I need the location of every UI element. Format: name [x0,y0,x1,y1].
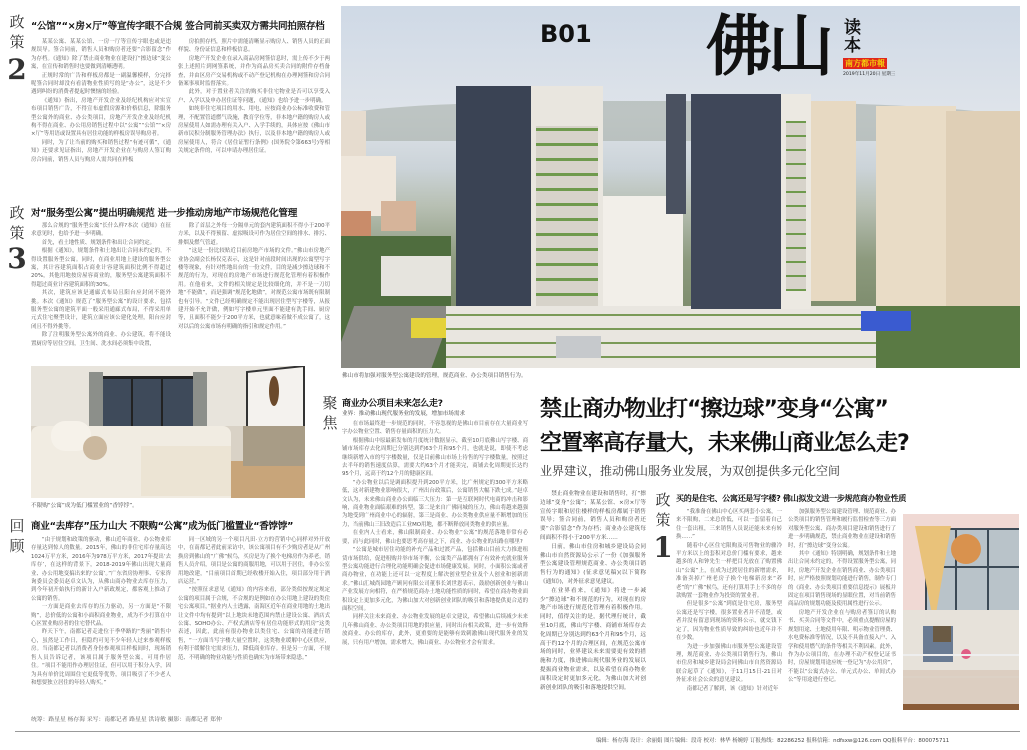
review-col2 [178,536,330,704]
paragraph: “由于规划和政策的驱动，佛山近年商业、办公物业库存量达到惊人的数量。2015年，佛山的非住宅库存量高达1024万平方米，2016年为978万平方米，2017年提出‘去库存’，在这样的背景下，2018-2019年佛山出现大量商业、办公用地变搞出来的‘公寓’。”广东省房协理事、专家咨询委员会委员赵卓文认为，从佛山商办物业去库存压力，到今年初开始执行的新计入户新政规定，都客观上推动了公寓的销售。 [31,537,171,602]
paragraph: 此外，对于置业者关注的购买非住宅物业是否可以享受入户、入学以及申办居住证等问题，《通知》也给予进一步明确。 [178,89,330,104]
loft-photo [903,514,1019,710]
paragraph: 除了注明服务型公寓外的商业、办公建筑，将不能设置厨房等居住空间，卫生间、洗水间必须集中设置， [31,332,171,347]
paragraph: 根据佛山中原最新发布的月度统计数据显示，截至10月底佛山写字楼、商铺市场库存去化周期已分别达到约63个月和95个月，也就是说，即使不考虑继续新增入市的写字楼数量，仅是目前佛山市场上待售的写字楼数量，按照过去半年的销售速度估算，需要大约63个月才能卖完，商铺去化周期更长达约95个月，远高于约12个月的健康区间。 [342,437,528,478]
footer-credits: 编辑：杨存海 设计：余丽娟 图片编辑：段奇 校对：林华 杨婉婷 订报热线：82286252 报料信箱：ndfsxw@126.com QQ报料平台：800075711 [596,738,950,744]
review-col1 [31,536,171,704]
review-headline: 商业“去库存”压力山大 不限购“公寓”成为低门槛置业“香饽饽” [31,521,294,532]
focus-label-top: 聚 [322,394,338,412]
review-label-top: 回 [9,517,25,535]
masthead-subtitle-2: 本 [844,36,861,56]
issue-date: 2019年11月20日 星期三 [843,72,896,77]
section3-label-top: 政 [9,204,25,222]
section3-headline: 对“服务型公寓”提出明确规范 进一步推动房地产市场规范化管理 [31,208,297,219]
section1-number: 1 [653,531,673,564]
paragraph: 一方面是商业去库存的压力驱动，另一方面是“不限购”，总价低的公寓和小面积商业物业，成为不少打算在中心区置业购房者的住宅替代品。 [31,604,171,628]
paragraph: 为进一步加强佛山市服务型公寓建设管理，规范商业、办公类项目销售行为，佛山市住房和城乡建设局会同佛山市自然资源局联合起草了《通知》，于11月15日-21日对外征求社会公众的意见建议。 [676,643,782,684]
paragraph: 房拍照存档，照片中需能清晰显示购房人、销售人员的正面样貌、身份证信息和样板信息。 [178,39,330,54]
paragraph: 在业内人士看来，佛山限制商业、办公物业“公寓”的规范落地非常有必要，而与此同时，佛山也要思考高存量之下，商业、办公物业的出路在哪里? [342,530,528,545]
paragraph: “这是一份比较贴近目前房地产市场的文件。”佛山市房地产业协会副会长杨仅克表示，这是针对前段时间出现的公寓型写字楼等现象，有针对性地出台的一份文件，目的是减少擦边球和不规范的行为，对现在的房地产市场进行规范化管理有着积极作用。在他看来，文件的相关规定是比较细化的，并不是一刀切地“不能做”，而是强调“规范化地做”，对规范公寓市场既有限制也有引导。“文件已经明确规定不能出现居住型写字楼等，从报建开始不允许做，例如写字楼单元里面不能建有洗手间、厨房等，且面积不能少于200平方米，也就意味着做不成公寓了，这对以后的公寓市场有明确的指引和规定作用。” [178,248,330,330]
section2-col2 [178,38,330,198]
paragraph: 那么合规的“服务型公寓”长什么样?本次《通知》在征求意见时，也给予进一步明确。 [31,223,171,238]
main-lead [540,490,646,720]
section2-label-top: 政 [9,13,25,31]
section1-label-bottom: 策 [655,511,671,529]
paragraph: 随着中心区住宅限购及可售物业的骤冷平方米以上的套积对总价门槛有要求，越来越多的人和钟先生一样把目光放在了购置佛山“公寓”上，在成为过渡居住的新增需求，准备卖掉广州老房子换个电梯新房来“养老”的“广佛”候鸟，还有打算用手上不多的存款购置一套物业作为投资的置业者。 [676,542,782,600]
section2-label-bottom: 策 [9,33,25,51]
review-credits: 统筹：路星星 杨存海 采写：南都记者 路星星 洪诗敏 摄影：南都记者 郑仲 [31,717,222,723]
paragraph: 在市场最终进一步规范的同时，不容忽视的是佛山市目前存在大量商业写字办公物业空置、销售存量面积的压力大。 [342,421,528,436]
paragraph: 但是很多“公寓”到底是住宅房，服务型公寓还是写字楼，很多置业者并不清楚，或者并没有留意到现场的资料公示，就交钱下定了，因为物业性质导致的纠纷也近年并不在少数。 [676,601,782,642]
main-subtitle: 业界建议，推动佛山服务业发展，为双创提供多元化空间 [540,464,841,478]
newspaper-logo: 南方都市報 [845,59,885,68]
section1-col1 [676,508,782,726]
paragraph: 禁止商业物业在建设和销售时，打“擦边球”变身“公寓”；某某公馆、×房×厅等宣传字眼和居住楼样的样板房都属于销售误导；签合同前，销售人员和购房者还要“合影留念”作为存档；商业办公建筑每间面积不得小于200平方米…… [540,491,646,541]
paragraph: “我准备在佛山中心区买两套小公寓，一来不限购，二来总价低，可以一套留着自己住一套出租，三来销售人员说还能未来有转换……” [676,509,782,541]
paragraph: “办公物业以后是调面积提升到200平方米，比广州规定的300平方米略低，这对新建物业影响很大，广州出台政策后，公寓销售大幅下跌七成。”赵卓文认为，未来佛山商业办公面临三大压力：第一是互联网时代电商的冲击和影响，商业物业面临艰难的转型，第二是来自广佛同城的压力，佛山将越来越强为地受到广州商业中心的辐射，第三是商业、办公类物业供应量不断增加的压力，当前佛山三旧改造后工业MO用地，都不断释放同类物业的供应量。 [342,479,528,528]
main-title-line2: 空置率高存量大，未来佛山商业怎么走? [540,431,909,456]
paragraph: 同样关注未来商业、办公物业发展的赵卓文建议，希望佛山后续减少未来几年佛山商业、办公类项目用地的供应量，同时出台相关政策，进一步有效释放商业、办公的库存，此外，更重要的是能够有效刺激佛山现代服务业的发展，只有用户增加，需求增大，佛山商业、办公物业才会有需求。 [342,614,528,646]
paragraph: 昨天下午，南都记者走进位于季华路的“秀丽”销售中心，虽然是工作日，但隐约可见不少年轻人过来参观样板房。当南都记者以消费者身份参观项目样板间时，现场销售人员告诉记者，该项目属于服务型公寓，可用作居住。“项目不能用作办理居住证，但可以用于积分入学，因为具有单价比周围住宅更低等优势，项目吸引了不少老人和想要独立居住的年轻人购买。” [31,629,171,686]
main-title-line1: 禁止商办物业打“擦边球”变身“公寓” [540,397,888,422]
paragraph: 在业界看来，《通知》将进一步减少“擦边球”和不规范的行为，对现在的房地产市场进行规范化管理有着积极作用。同时，值得关注的是，据代理行统计，截至10月底，佛山写字楼、商铺市场库存去化周期已分别达到约63个月和95个月，远高于约12个月的合理区间，在规范公寓市场的同时，业界建议未来需要更有效的措施和力度，推进佛山现代服务业的发展以提振商业物业需求，以及希望在商办物业面积设定时更加多元化，为佛山加大对创新创业团队的吸引和落地提供空间。 [540,587,646,691]
hero-photo-caption: 佛山市将加强对服务型公寓建设的管理，规范商业、办公类项目销售行为。 [342,373,527,379]
section2-col1 [31,38,171,198]
paragraph: 房地产开发企业在与购房者签订的认购书、买卖合同等文件中，必须重点提醒房屋的规划用途、土地使用年限、明示物业管理费、水电费标准等情况，以及不具备直接入户、入学和使用燃气的条件等相关不利因素。此外，作为办公项目的，在办理不动产权登记证书时，房屋规划用途应统一登记为“办公用房”，不能以“公寓式办公、单元式办公、单间式办公”等用途进行登记。 [788,609,896,684]
bedroom-photo-caption: 不限购“公寓”成为低门槛置业的“香饽饽”。 [31,503,138,509]
paragraph: 加强服务型公寓建设管理、规范商业、办公类项目的销售管理和履行监督检查等三方面对服务型公寓、商办类项目建设和销售进行了进一步明确规范，禁止商业物业在建设和销售时，打“擦边球”变身公寓。 [788,509,896,549]
focus-headline: 商业办公项目未来怎么走? [342,399,443,409]
paragraph: 其次，建筑应该是通廊式布局且阳台应封闭不能外挑。本次《通知》规范了“服务型公寓”的设计要求，包括服务型公寓的建筑平面一般采用通廊式布局，不得采用单元式住宅聚型设计，建筑立面应该公建化处理，阳台应封闭且不得外挑等。 [31,290,171,330]
paragraph: 如纯非住宅项目的用水、用电，应按商业办公标准收费和管理，不配置管道燃气设施，教育学位等，非本地户籍的购房人或房屋使用人如需办理有关入户、入学手续的，具体应按《佛山市新市民积分制服务管理办法》执行，以及非本地户籍的购房人或房屋使用人，符合《居住证暂行条例》(国务院令第663号)等相关规定条件的，可以申请办理居住证。 [178,106,330,155]
section3-number: 3 [7,242,27,275]
paragraph: 南都记者了解到，该《通知》针对近年 [686,685,779,692]
masthead-title: 佛山 [706,8,830,85]
section1-col2 [788,508,896,726]
paragraph: 房地产开发企业在录入商品房网签信息时，需上传不少于两张上述照片到网签系统，并作为商品房买卖合同的附件存档备查，并由区房产交易机构或不动产登记机构在办理网签和房合同备案事项时监督落实。 [178,55,330,88]
page-code: B01 [540,20,592,48]
paragraph: 其中《通知》特别明确，规划条件和土地出让合同未约定的，不得设置服务型公寓，同时，房地产开发企业在销售商业、办公类项目时，应严格按照规划功能进行销售，制作专门的《商业、办公类项目重要信息提示》展板并固定在项目销售现场的显眼位置，对当前销售商品房的规划功能及使用属性进行公示。 [788,551,896,608]
paragraph: “按照征求意见《通知》的内容来看，部分类似按规定规定公寓的项目属于合规，不合规的是例如在办公用地上建设的类住宅公寓项目，”据业内人士透露，南海区近年在商业用地的土地出让文件中均有提到“以上地块未地范围内禁止建设公寓、酒店式公寓、SOHO办公、产权式酒店等有居住功能形式的用房”这类表述，因此，此前有很办物业以类住宅、公寓的功能进行销售，“一方面当写字楼大量空置时，这类物业缓解中心区供应，有利于缓解住宅需求压力，降低商业库存。但是另一方面，不规范、不明确的物业功能与性质也确实为市场带来隐患。” [178,587,330,661]
paragraph: 同时，为了让当前的购买和销售过程“有迹可循”，《通知》还要求见证指出，房地产开发企业在与购房人签订购房合同前，销售人员与购房人需共同在样板 [31,139,171,163]
paragraph: “公寓是城市居住功能的补充产品和过渡产品，包括佛山目前大力推进租赁市场供给，促进租购并举市场平衡，公寓类产品都拥有了有效补充就业服务型公寓功能进行合理化功能明确会促进市场健康发展。同时，小面积公寓或者商办物业，在功能上还可以一定程度上解决创业型企业及个人创业和创新需求。”佛山汇城尚园地产顾问有限公司董事长刘世恩表示，鼓励创新创业与佛山产业发展方向相符，在严格规范商办土地功能性质的同时，希望在商办物业面积设定上更加多元化，为佛山加大对创新创业团队的吸引和落地提供更合适的面积空间。 [342,547,528,612]
section1-headline: 买的是住宅、公寓还是写字楼? 佛山拟发文进一步规范商办物业性质 [676,494,907,503]
bedroom-photo [31,366,305,498]
section3-label-bottom: 策 [9,224,25,242]
focus-body [342,420,528,720]
section3-col1 [31,222,171,358]
paragraph: 日前，佛山市住房和城乡建设局会同佛山市自然资源局公示了一份《加强服务型公寓建设管理规范商业、办公类项目销售行为的通知》(征求意见稿)(以下简称《通知》)，对外征求意见建议。 [540,543,646,585]
section1-label-top: 政 [655,491,671,509]
paragraph: 正规时常的广告和样板房都是一副温馨模样，分完择呢签合同时却没有看清物业性质写的是“办公”，这是不少遇到纠纷的消费者提起时懊恼的经验。 [31,72,171,96]
paragraph: 根据《通知》，规划条件和土地出让合同未约定的，不得设置服务型公寓。同时，在商业用地上建设的服务型公寓，其计容建筑面积占商业计容建筑面积比例不得超过20%，其他用地按房屋容商业的，服务型公寓建筑面积不得超过商业计容建筑面积的30%。 [31,248,171,288]
footer-rule [15,731,1020,732]
section2-number: 2 [7,53,27,86]
focus-subhead: 业界：推动佛山现代服务业的发展，增加市场需求 [342,411,466,417]
paragraph: 某某公寓、某某公馆、一房一厅等宣传字眼也或是违规误导。签合同前，销售人员和购房者还要“合影留念”作为存档。《通知》除了禁止商业物业在建设打“擦边球”变公寓，在宣传和销售时也要做到清晰透明。 [31,39,171,71]
review-label-bottom: 顾 [9,537,25,555]
paragraph: 首先，看土地性质、规划条件和出让合同约定。 [41,239,156,246]
section3-col2 [178,222,330,358]
section2-headline: “公馆”“×房×厅”等宣传字眼不合规 签合同前买卖双方需共同拍照存档 [31,21,325,32]
masthead-subtitle-1: 读 [844,18,861,38]
hero-photo [341,6,1020,368]
paragraph: 《通知》指出，房地产开发企业及经纪机构应对实宣布项目销售广告，不得宣布虚假房源和价格信息，除服务型公寓外的商业、办公类项目，房地产开发企业及经纪机构不得在商业、办公用房销售过程中以“公寓”“公馆”“×房×厅”等用语或设置具有居住功能的样板房误导购房者。 [31,97,171,138]
paragraph: 除了首层之外每一分隔单元的套内建筑面积不得小于200平方米，以及不得预留、虚拟吸设可作为居住空间的排水、排污、排烟及燃气管道。 [178,223,330,246]
focus-label-bottom: 焦 [322,414,338,432]
paragraph: 同一区域的另一个项目凡田·立方的营销中心同样对外开放中，在南都记者此前采访中，该公寓项目有不少购房者是从广州换房到佛山的“广佛”候鸟，买房是为了换个电梯房作为养老，销售人员介绍，项目是公寓的商服用地，可以用于居住，非办公室用地改建，“目前项目首期已经收楼开始入住，项目部分用于酒店运营。” [178,537,330,586]
